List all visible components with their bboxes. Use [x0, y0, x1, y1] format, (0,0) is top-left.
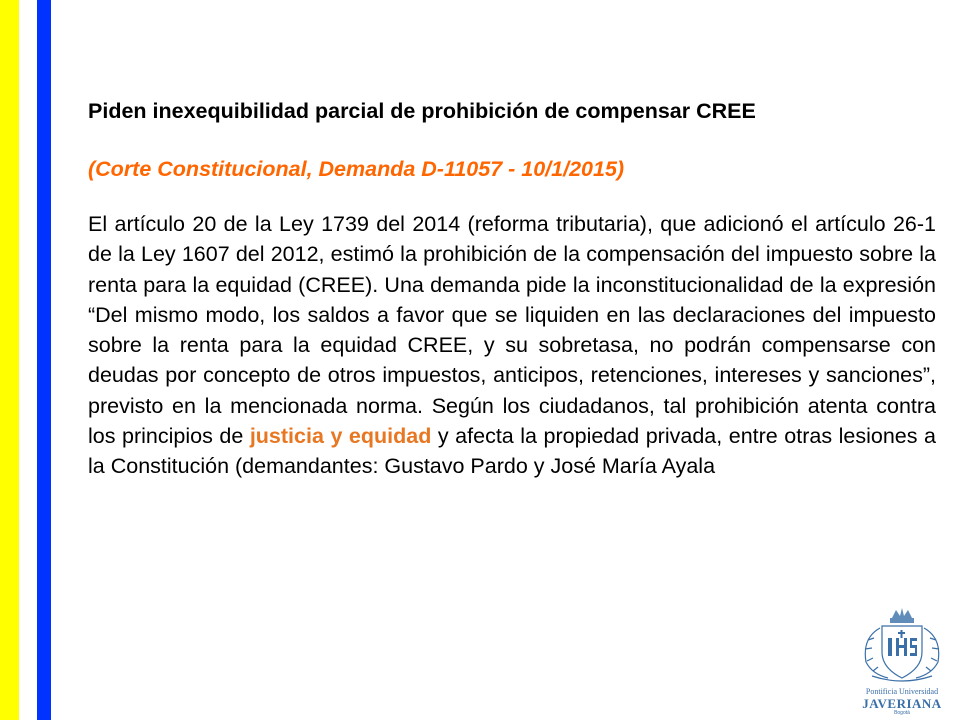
slide-title: Piden inexequibilidad parcial de prohibición de compensar CREE: [88, 99, 756, 123]
body-text-end: y afecta la propiedad privada, entre otras lesiones a la Constitución (demandantes: Gustavo Pardo y José María Ayala: [88, 424, 936, 479]
university-logo: [852, 604, 952, 716]
university-crest-icon: [852, 604, 952, 686]
slide-subtitle: (Corte Constitucional, Demanda D-11057 - 10/1/2015): [88, 157, 625, 181]
body-text-start: El artículo 20 de la Ley 1739 del 2014 (reforma tributaria), que adicionó el artículo 26-1 de la Ley 1607 del 2012, estimó la prohibición de la compensación del impuesto sobre la renta para la equidad (CREE). Una demanda pide la inconstitucionalidad de la expresión “Del mismo modo, los saldos a favor que se liquiden en las declaraciones del impuesto sobre la renta para la equidad CREE, y su sobretasa, no podrán compensarse con deudas por concepto de otros impuestos, anticipos, retenciones, intereses y sanciones”, previsto en la mencionada norma. Según los ciudadanos, tal prohibición atenta contra los principios de: [88, 212, 936, 449]
logo-line-2: JAVERIANA: [862, 696, 942, 711]
yellow-side-bar: [0, 0, 19, 720]
logo-line-3: Bogotá: [894, 710, 910, 716]
blue-side-bar: [37, 0, 51, 720]
logo-line-1: Pontificia Universidad: [865, 687, 939, 696]
slide-content: [88, 96, 936, 482]
slide-body: [88, 209, 936, 482]
body-highlight: justicia y equidad: [249, 424, 432, 449]
